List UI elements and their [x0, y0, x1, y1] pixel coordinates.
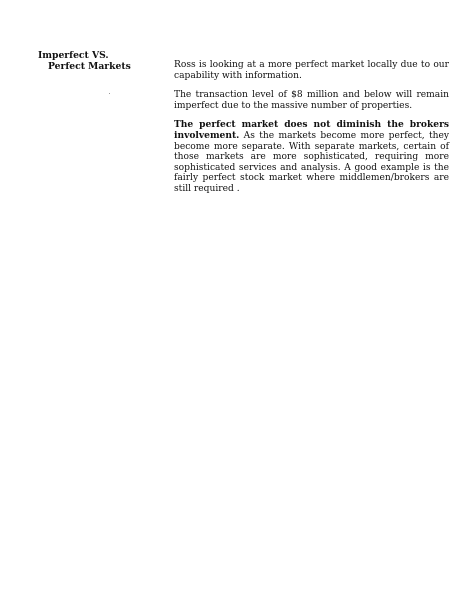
- paragraph-1: [174, 60, 449, 81]
- paragraph-3-bold-lead: The perfect market does not diminish the brokers involvement.: [174, 119, 449, 141]
- paragraph-1-text: Ross is looking at a more perfect market locally due to our capability with information.: [174, 60, 449, 81]
- body-column: [174, 60, 449, 204]
- paragraph-2: [174, 90, 449, 111]
- paragraph-3-text: As the markets become more perfect, they become more separate. With separate markets, certain of those markets are more sophisticated, requiring more sophisticated services and analysis. A good example is the fairly perfect stock market where middlemen/brokers are still required .: [174, 130, 449, 194]
- section-heading-line-1: Imperfect VS.: [38, 50, 109, 61]
- section-heading-line-2: Perfect Markets: [48, 61, 131, 72]
- section-heading: [38, 50, 158, 72]
- paragraph-3: [174, 120, 449, 194]
- scan-speck: [109, 93, 110, 94]
- paragraph-2-text: The transaction level of $8 million and below will remain imperfect due to the massive number of properties.: [174, 90, 449, 111]
